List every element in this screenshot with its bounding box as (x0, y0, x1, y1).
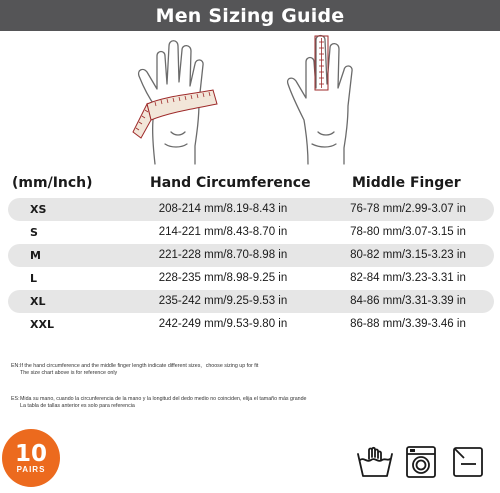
size-label: M (30, 249, 41, 262)
finger-value: 84-86 mm/3.31-3.39 in (350, 295, 466, 307)
machine-wash-icon (405, 446, 437, 478)
finger-value: 76-78 mm/2.99-3.07 in (350, 203, 466, 215)
hand-value: 208-214 mm/8.19-8.43 in (158, 203, 288, 215)
hand-value: 235-242 mm/9.25-9.53 in (158, 295, 288, 307)
table-row (8, 290, 494, 313)
note-es (11, 396, 307, 410)
size-label: S (30, 226, 38, 239)
note-es-line1: Mida su mano, cuando la circunferencia de la mano y la longitud del dedo medio no coinciden, elija el tamaño más grande (20, 396, 307, 402)
size-label: XXL (30, 318, 54, 331)
table-row (8, 221, 494, 244)
hand-value: 228-235 mm/8.98-9.25 in (158, 272, 288, 284)
table-row (8, 267, 494, 290)
middle-finger-illustration (282, 34, 382, 169)
hand-circumference-header: Hand Circumference (150, 175, 311, 191)
unit-header: (mm/Inch) (12, 175, 93, 191)
middle-finger-header: Middle Finger (352, 175, 461, 191)
note-en (11, 363, 259, 377)
finger-value: 82-84 mm/3.23-3.31 in (350, 272, 466, 284)
measuring-tape-icon (133, 90, 217, 138)
pairs-count: 10 (14, 440, 47, 467)
size-label: XL (30, 295, 46, 308)
note-es-label: ES: (11, 396, 20, 402)
table-row (8, 244, 494, 267)
title-bar (0, 0, 500, 31)
dry-flat-icon (452, 446, 484, 478)
pairs-label: PAIRS (16, 464, 46, 474)
table-row (8, 198, 494, 221)
finger-value: 78-80 mm/3.07-3.15 in (350, 226, 466, 238)
hand-value: 242-249 mm/9.53-9.80 in (158, 318, 288, 330)
hand-circumference-illustration (125, 34, 235, 169)
finger-value: 80-82 mm/3.15-3.23 in (350, 249, 466, 261)
pairs-badge (2, 429, 60, 487)
hand-value: 214-221 mm/8.43-8.70 in (158, 226, 288, 238)
note-en-line1: If the hand circumference and the middle finger length indicate different sizes，choose sizing up for fit (20, 363, 259, 369)
size-label: L (30, 272, 38, 285)
hand-value: 221-228 mm/8.70-8.98 in (158, 249, 288, 261)
hand-wash-icon (355, 446, 395, 478)
note-en-label: EN: (11, 363, 20, 369)
page-title: Men Sizing Guide (155, 4, 345, 27)
note-es-line2: La tabla de tallas anterior es solo para referencia (20, 403, 135, 410)
finger-value: 86-88 mm/3.39-3.46 in (350, 318, 466, 330)
table-row (8, 313, 494, 336)
size-label: XS (30, 203, 47, 216)
note-en-line2: The size chart above is for reference only (20, 370, 118, 377)
